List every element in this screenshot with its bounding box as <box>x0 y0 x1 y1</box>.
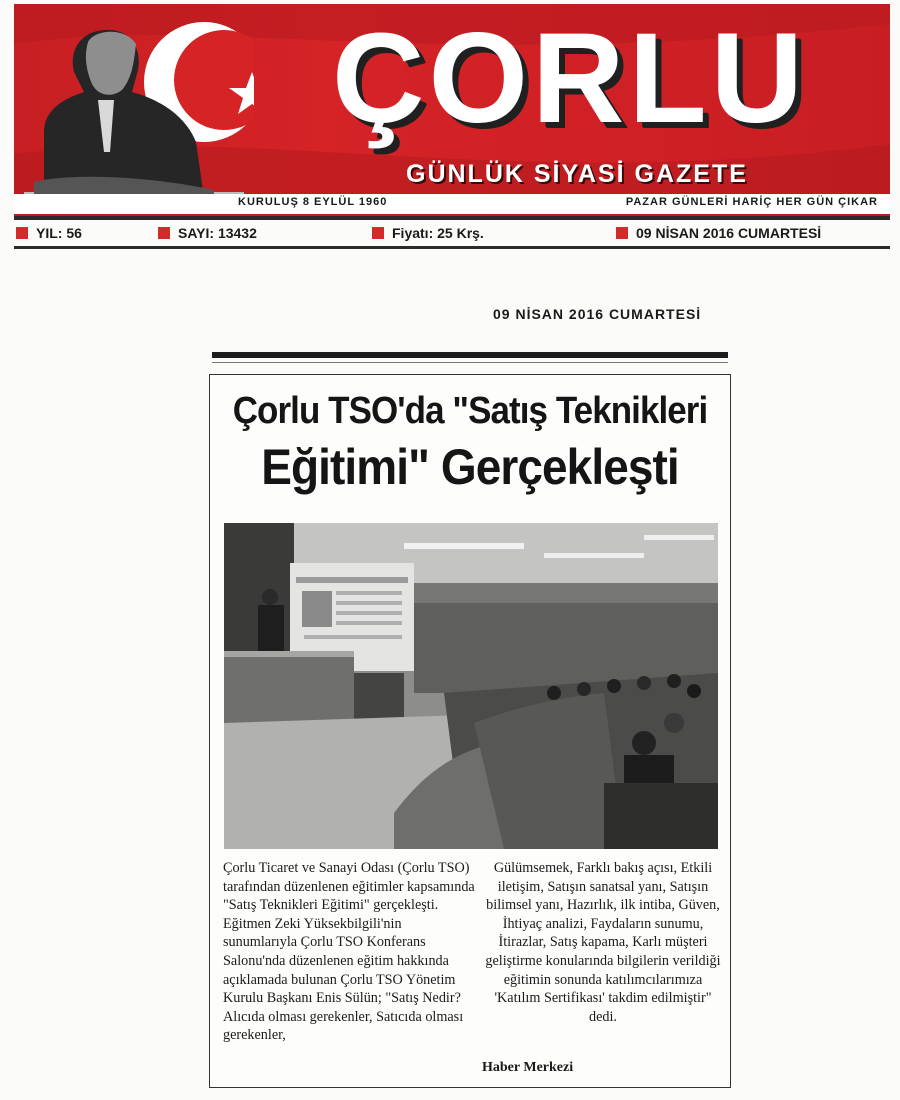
newspaper-subtitle: GÜNLÜK SİYASİ GAZETE <box>406 160 748 188</box>
headline-line-2: Eğitimi" Gerçekleşti <box>261 439 679 495</box>
issue-number: SAYI: 13432 <box>158 225 257 241</box>
issue-date: 09 NİSAN 2016 CUMARTESİ <box>616 225 821 241</box>
seminar-photo <box>224 523 718 849</box>
year-label: YIL: 56 <box>16 225 82 241</box>
article-byline: Haber Merkezi <box>482 1060 574 1075</box>
article-column-right <box>483 859 723 1026</box>
bullet-square-icon <box>158 227 170 239</box>
article-paragraph: Gülümsemek, Farklı bakış açısı, Etkili iletişim, Satışın sanatsal yanı, Satışın bilimsel yanı, Hazırlık, ilk intiba, Güven, İhtiyaç analizi, Faydaların sunumu, İtirazlar, Satış kapama, Karlı müşteri geliştirme konularında bilgilerin verildiği eğitimin sonunda katılımcılarımıza 'Katılım Sertifikası' takdim edilmiştir" dedi. <box>485 860 721 1025</box>
clipping-date: 09 NİSAN 2016 CUMARTESİ <box>493 306 702 322</box>
article-paragraph: Çorlu Ticaret ve Sanayi Odası (Çorlu TSO) tarafından düzenlenen eğitimler kapsamında "Satış Teknikleri Eğitimi" gerçekleşti. <box>223 860 475 914</box>
masthead-divider <box>14 216 890 220</box>
headline-line-1: Çorlu TSO'da "Satış Teknikleri <box>232 390 708 432</box>
newspaper-logo: ÇORLU <box>332 7 808 150</box>
bullet-square-icon <box>616 227 628 239</box>
clipping-rule-thin <box>212 362 728 363</box>
price-label: Fiyatı: 25 Krş. <box>372 225 484 241</box>
ataturk-portrait-image <box>14 12 254 212</box>
article-column-left <box>223 859 475 1045</box>
bullet-square-icon <box>16 227 28 239</box>
masthead-banner <box>14 4 890 216</box>
bullet-square-icon <box>372 227 384 239</box>
article-headline <box>210 385 730 497</box>
meta-divider <box>14 246 890 249</box>
article-paragraph: Eğitmen Zeki Yüksekbilgili'nin sunumlarıyla Çorlu TSO Konferans Salonu'nda düzenlenen eğitim hakkında açıklamada bulunan Çorlu TSO Yönetim Kurulu Başkanı Enis Sülün; "Satış Nedir? Alıcıda olması gerekenler, Satıcıda olması gerekenler, <box>223 915 464 1044</box>
clipping-rule <box>212 352 728 358</box>
publication-schedule: PAZAR GÜNLERİ HARİÇ HER GÜN ÇIKAR <box>625 196 878 208</box>
founded-date: KURULUŞ 8 EYLÜL 1960 <box>238 196 388 208</box>
issue-meta-row <box>14 222 890 246</box>
article-clipping <box>209 374 731 1088</box>
